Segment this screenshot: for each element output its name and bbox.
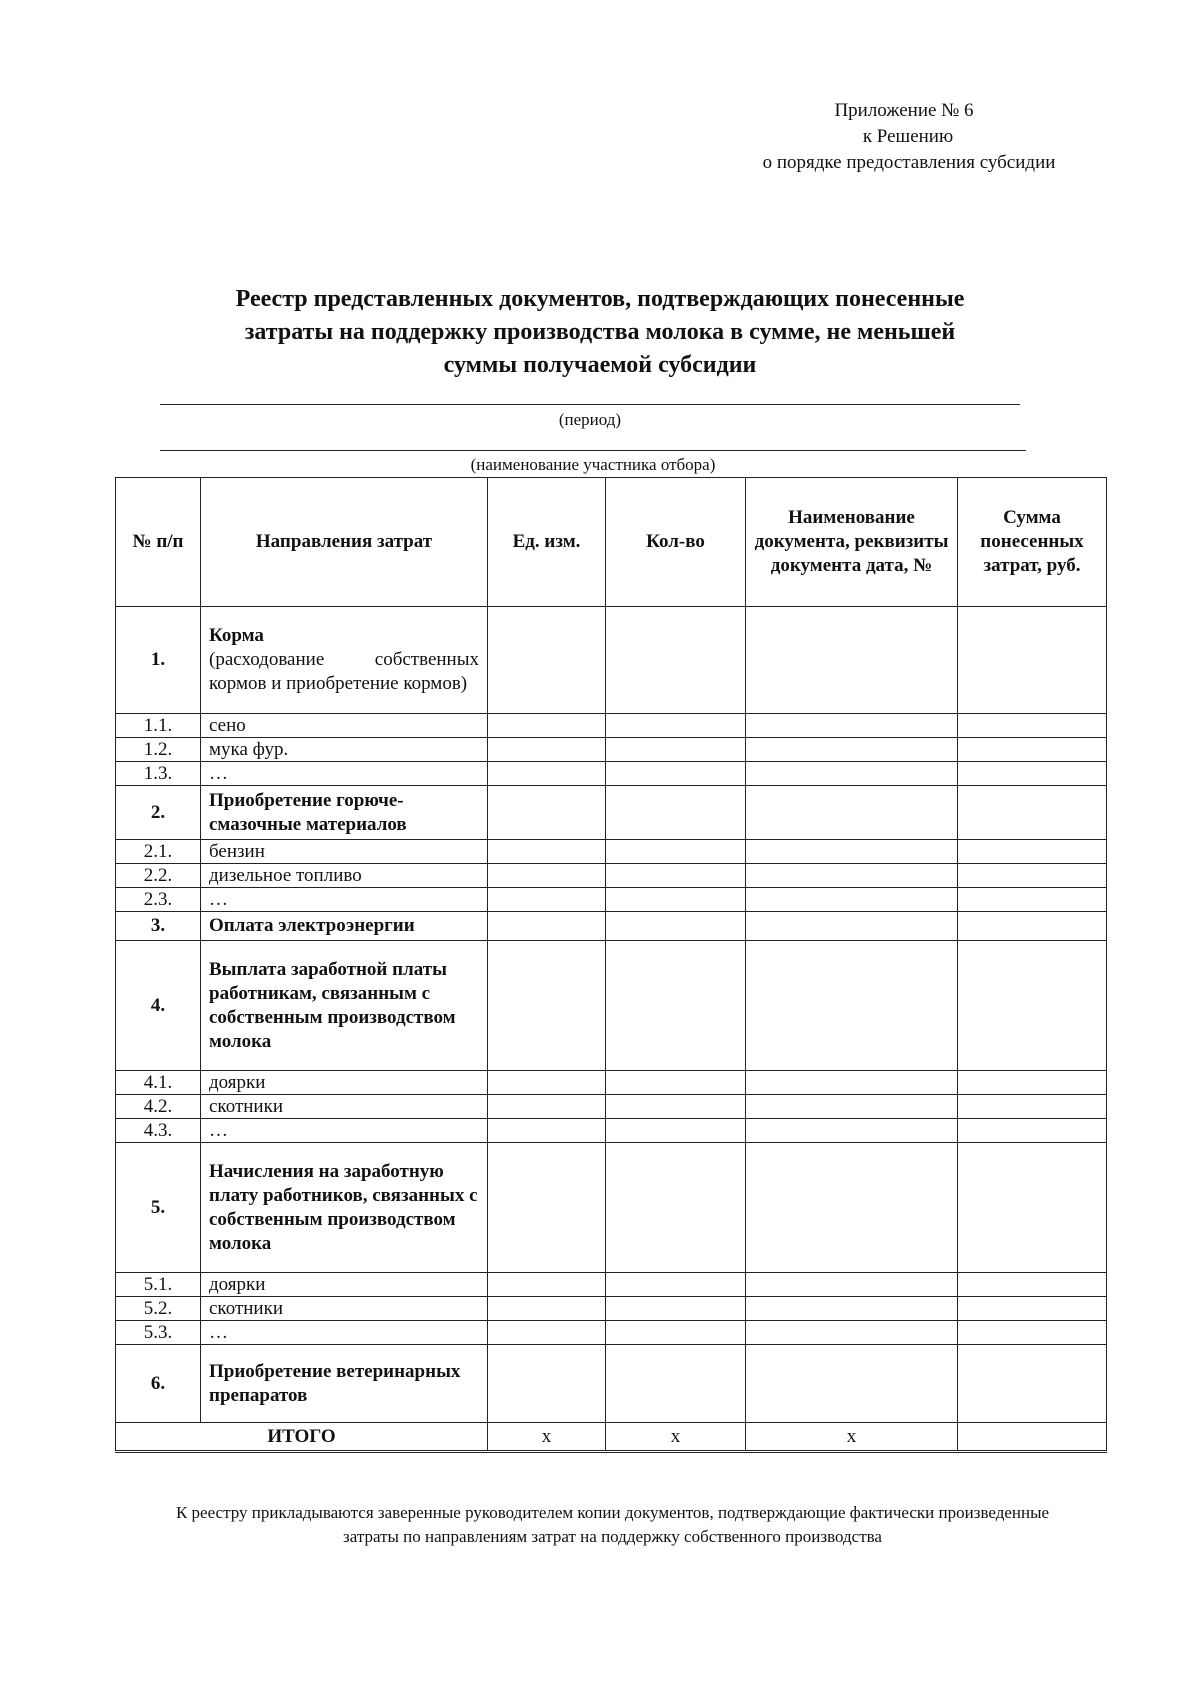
total-sum[interactable]	[958, 1423, 1107, 1452]
cell-doc[interactable]	[746, 1345, 958, 1423]
row-label: …	[201, 762, 488, 786]
cell-unit[interactable]	[488, 941, 606, 1071]
table-row	[116, 1143, 1107, 1273]
row-label: доярки	[201, 1071, 488, 1095]
cell-unit[interactable]	[488, 607, 606, 714]
cell-unit[interactable]	[488, 1071, 606, 1095]
cell-qty[interactable]	[606, 840, 746, 864]
row-number: 1.2.	[116, 738, 201, 762]
cell-unit[interactable]	[488, 1297, 606, 1321]
row-number: 6.	[116, 1345, 201, 1423]
row-number: 4.2.	[116, 1095, 201, 1119]
table-row	[116, 762, 1107, 786]
cell-doc[interactable]	[746, 1119, 958, 1143]
row-number: 5.2.	[116, 1297, 201, 1321]
appendix-decision: к Решению	[862, 126, 954, 147]
cell-sum[interactable]	[958, 762, 1107, 786]
header-unit: Ед. изм.	[488, 478, 606, 607]
cell-sum[interactable]	[958, 1297, 1107, 1321]
cell-doc[interactable]	[746, 714, 958, 738]
cell-sum[interactable]	[958, 1071, 1107, 1095]
table-row	[116, 1071, 1107, 1095]
cell-sum[interactable]	[958, 1119, 1107, 1143]
appendix-subject: о порядке предоставления субсидии	[762, 152, 1056, 173]
row-label: …	[201, 888, 488, 912]
table-row	[116, 941, 1107, 1071]
cell-sum[interactable]	[958, 888, 1107, 912]
row-note: (расходование собственных кормов и приобретение кормов)	[209, 649, 479, 694]
cell-qty[interactable]	[606, 1143, 746, 1273]
title-line-1: Реестр представленных документов, подтверждающих понесенные	[235, 286, 965, 312]
table-row	[116, 607, 1107, 714]
row-label: доярки	[201, 1273, 488, 1297]
cell-doc[interactable]	[746, 1273, 958, 1297]
cell-unit[interactable]	[488, 738, 606, 762]
cell-unit[interactable]	[488, 1345, 606, 1423]
table-row	[116, 714, 1107, 738]
cell-unit[interactable]	[488, 762, 606, 786]
row-number: 5.	[116, 1143, 201, 1273]
header-qty: Кол-во	[606, 478, 746, 607]
cell-doc[interactable]	[746, 1297, 958, 1321]
cell-sum[interactable]	[958, 941, 1107, 1071]
row-number: 3.	[116, 912, 201, 941]
row-label: скотники	[201, 1095, 488, 1119]
cell-qty[interactable]	[606, 1273, 746, 1297]
cell-sum[interactable]	[958, 1143, 1107, 1273]
cell-unit[interactable]	[488, 714, 606, 738]
row-label: дизельное топливо	[201, 864, 488, 888]
row-title: Приобретение ветеринарных препаратов	[201, 1345, 488, 1423]
row-title: Начисления на заработную плату работников, связанных с собственным производством молока	[201, 1143, 488, 1273]
header-doc: Наименование документа, реквизиты документа дата, №	[746, 478, 958, 607]
total-label: ИТОГО	[116, 1423, 488, 1452]
total-qty: х	[606, 1423, 746, 1452]
row-number: 4.	[116, 941, 201, 1071]
cell-qty[interactable]	[606, 1345, 746, 1423]
table-row	[116, 912, 1107, 941]
table-row	[116, 738, 1107, 762]
registry-table	[115, 477, 1107, 1453]
table-row	[116, 840, 1107, 864]
row-title: Корма	[209, 625, 264, 646]
cell-sum[interactable]	[958, 786, 1107, 840]
cell-unit[interactable]	[488, 840, 606, 864]
row-number: 2.1.	[116, 840, 201, 864]
title-line-2: затраты на поддержку производства молока в сумме, не меньшей	[244, 319, 956, 345]
cell-qty[interactable]	[606, 941, 746, 1071]
cell-sum[interactable]	[958, 1273, 1107, 1297]
cell-qty[interactable]	[606, 888, 746, 912]
row-title: Выплата заработной платы работникам, связанным с собственным производством молока	[201, 941, 488, 1071]
cell-unit[interactable]	[488, 912, 606, 941]
cell-qty[interactable]	[606, 864, 746, 888]
table-row	[116, 1273, 1107, 1297]
cell-sum[interactable]	[958, 840, 1107, 864]
cell-unit[interactable]	[488, 1143, 606, 1273]
cell-doc[interactable]	[746, 840, 958, 864]
cell-qty[interactable]	[606, 738, 746, 762]
table-row	[116, 1321, 1107, 1345]
cell-unit[interactable]	[488, 864, 606, 888]
cell-doc[interactable]	[746, 762, 958, 786]
row-label: …	[201, 1119, 488, 1143]
title-line-3: суммы получаемой субсидии	[443, 352, 757, 378]
row-title: Приобретение горюче-смазочные материалов	[201, 786, 488, 840]
cell-doc[interactable]	[746, 1321, 958, 1345]
row-number: 5.3.	[116, 1321, 201, 1345]
cell-doc[interactable]	[746, 607, 958, 714]
cell-unit[interactable]	[488, 888, 606, 912]
cell-unit[interactable]	[488, 1119, 606, 1143]
cell-qty[interactable]	[606, 1119, 746, 1143]
row-number: 2.3.	[116, 888, 201, 912]
total-unit: х	[488, 1423, 606, 1452]
row-number: 2.	[116, 786, 201, 840]
table-row	[116, 786, 1107, 840]
cell-sum[interactable]	[958, 1321, 1107, 1345]
table-row	[116, 1095, 1107, 1119]
cell-unit[interactable]	[488, 1321, 606, 1345]
row-number: 1.	[116, 607, 201, 714]
row-number: 4.3.	[116, 1119, 201, 1143]
period-line	[160, 404, 1020, 405]
row-label: скотники	[201, 1297, 488, 1321]
cell-unit[interactable]	[488, 1273, 606, 1297]
cell-qty[interactable]	[606, 1071, 746, 1095]
cell-doc[interactable]	[746, 1071, 958, 1095]
cell-doc[interactable]	[746, 888, 958, 912]
participant-line	[160, 450, 1026, 451]
appendix-block	[724, 98, 1084, 176]
row-title: Оплата электроэнергии	[201, 912, 488, 941]
cell-doc[interactable]	[746, 738, 958, 762]
appendix-number: Приложение № 6	[834, 100, 974, 121]
table-row	[116, 1297, 1107, 1321]
total-row	[116, 1423, 1107, 1452]
cell-qty[interactable]	[606, 1297, 746, 1321]
row-number: 1.3.	[116, 762, 201, 786]
row-label: сено	[201, 714, 488, 738]
cell-doc[interactable]	[746, 941, 958, 1071]
cell-sum[interactable]	[958, 1345, 1107, 1423]
row-direction	[201, 607, 488, 714]
cell-unit[interactable]	[488, 1095, 606, 1119]
cell-qty[interactable]	[606, 762, 746, 786]
row-number: 5.1.	[116, 1273, 201, 1297]
cell-qty[interactable]	[606, 1321, 746, 1345]
table-row	[116, 888, 1107, 912]
cell-doc[interactable]	[746, 864, 958, 888]
cell-doc[interactable]	[746, 1143, 958, 1273]
row-number: 4.1.	[116, 1071, 201, 1095]
cell-qty[interactable]	[606, 607, 746, 714]
cell-qty[interactable]	[606, 1095, 746, 1119]
header-sum: Сумма понесенных затрат, руб.	[958, 478, 1107, 607]
table-row	[116, 864, 1107, 888]
cell-sum[interactable]	[958, 714, 1107, 738]
document-title	[150, 283, 1050, 382]
total-doc: х	[746, 1423, 958, 1452]
cell-qty[interactable]	[606, 714, 746, 738]
cell-sum[interactable]	[958, 1095, 1107, 1119]
row-label: …	[201, 1321, 488, 1345]
table-row	[116, 1345, 1107, 1423]
cell-qty[interactable]	[606, 786, 746, 840]
header-num: № п/п	[116, 478, 201, 607]
cell-sum[interactable]	[958, 738, 1107, 762]
cell-doc[interactable]	[746, 786, 958, 840]
cell-sum[interactable]	[958, 864, 1107, 888]
table-row	[116, 1119, 1107, 1143]
participant-caption: (наименование участника отбора)	[470, 455, 716, 474]
cell-unit[interactable]	[488, 786, 606, 840]
row-number: 1.1.	[116, 714, 201, 738]
footer-note: К реестру прикладываются заверенные руководителем копии документов, подтверждающие фактически произведенные затраты по направлениям затрат на поддержку собственного производства	[175, 1503, 1050, 1546]
cell-sum[interactable]	[958, 607, 1107, 714]
cell-qty[interactable]	[606, 912, 746, 941]
row-label: бензин	[201, 840, 488, 864]
header-direction: Направления затрат	[201, 478, 488, 607]
row-label: мука фур.	[201, 738, 488, 762]
cell-doc[interactable]	[746, 912, 958, 941]
cell-doc[interactable]	[746, 1095, 958, 1119]
table-header-row	[116, 478, 1107, 607]
period-caption: (период)	[558, 410, 622, 429]
cell-sum[interactable]	[958, 912, 1107, 941]
row-number: 2.2.	[116, 864, 201, 888]
